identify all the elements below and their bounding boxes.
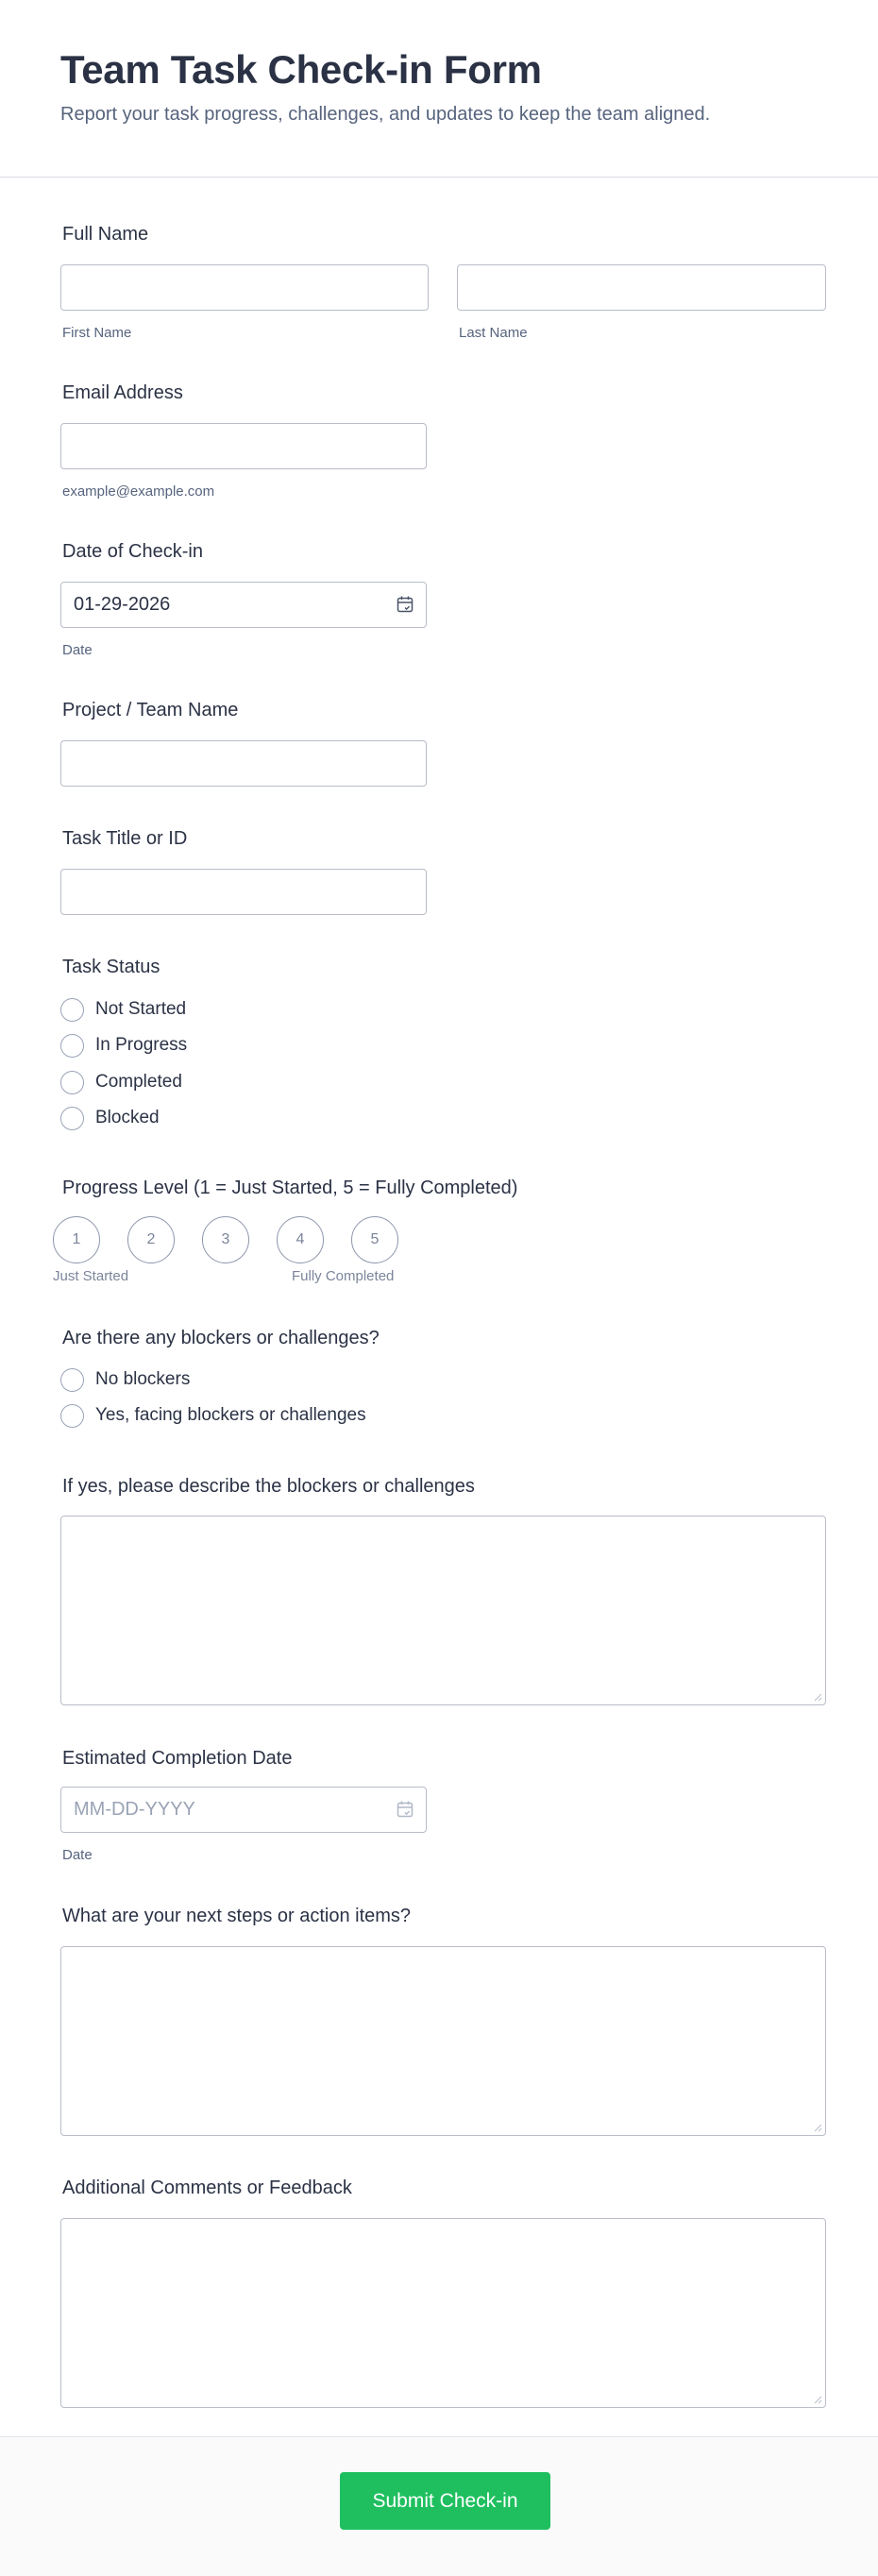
- radio-circle[interactable]: [60, 1071, 84, 1094]
- radio-circle[interactable]: [60, 998, 84, 1022]
- project-input[interactable]: [60, 740, 427, 787]
- completion-date-input[interactable]: [60, 1787, 427, 1833]
- radio-circle[interactable]: [60, 1368, 84, 1392]
- progress-max-caption: Fully Completed: [292, 1268, 395, 1284]
- email-sublabel: example@example.com: [62, 483, 215, 500]
- radio-circle[interactable]: [60, 1404, 84, 1428]
- progress-option-1[interactable]: 1: [53, 1216, 100, 1263]
- first-name-sublabel: First Name: [62, 325, 132, 341]
- progress-option-3[interactable]: 3: [202, 1216, 249, 1263]
- last-name-input[interactable]: [457, 264, 826, 311]
- email-input[interactable]: [60, 423, 427, 469]
- progress-label: Progress Level (1 = Just Started, 5 = Fully Completed): [62, 1178, 518, 1198]
- radio-label: Not Started: [95, 999, 187, 1019]
- submit-button[interactable]: Submit Check-in: [340, 2472, 550, 2530]
- next-steps-textarea[interactable]: [60, 1946, 826, 2136]
- progress-option-5[interactable]: 5: [351, 1216, 398, 1263]
- completion-date-label: Estimated Completion Date: [62, 1748, 293, 1769]
- task-title-input[interactable]: [60, 869, 427, 915]
- radio-label: Completed: [95, 1072, 182, 1092]
- checkin-date-sublabel: Date: [62, 642, 93, 658]
- email-label: Email Address: [62, 382, 183, 403]
- radio-label: Blocked: [95, 1108, 160, 1127]
- resize-grip-icon[interactable]: [813, 2395, 822, 2404]
- radio-label: No blockers: [95, 1369, 191, 1389]
- checkin-date-value: 01-29-2026: [74, 594, 171, 615]
- form-subtitle: Report your task progress, challenges, and updates to keep the team aligned.: [60, 104, 711, 125]
- progress-option-2[interactable]: 2: [127, 1216, 175, 1263]
- first-name-input[interactable]: [60, 264, 429, 311]
- resize-grip-icon[interactable]: [813, 2123, 822, 2132]
- radio-label: In Progress: [95, 1035, 188, 1055]
- completion-date-placeholder: MM-DD-YYYY: [74, 1799, 195, 1820]
- calendar-icon[interactable]: [396, 595, 414, 614]
- radio-circle[interactable]: [60, 1107, 84, 1130]
- last-name-sublabel: Last Name: [459, 325, 528, 341]
- checkin-date-label: Date of Check-in: [62, 541, 203, 562]
- blockers-desc-label: If yes, please describe the blockers or challenges: [62, 1476, 475, 1497]
- comments-textarea[interactable]: [60, 2218, 826, 2408]
- form-title: Team Task Check-in Form: [60, 47, 542, 92]
- project-label: Project / Team Name: [62, 700, 239, 720]
- form-header: [0, 0, 878, 178]
- task-status-label: Task Status: [62, 957, 160, 977]
- radio-circle[interactable]: [60, 1034, 84, 1058]
- calendar-icon[interactable]: [396, 1800, 414, 1819]
- radio-label: Yes, facing blockers or challenges: [95, 1405, 366, 1425]
- checkin-date-input[interactable]: [60, 582, 427, 628]
- blockers-label: Are there any blockers or challenges?: [62, 1328, 380, 1348]
- completion-date-sublabel: Date: [62, 1847, 93, 1863]
- progress-min-caption: Just Started: [53, 1268, 129, 1284]
- blockers-desc-textarea[interactable]: [60, 1516, 826, 1705]
- resize-grip-icon[interactable]: [813, 1692, 822, 1702]
- task-title-label: Task Title or ID: [62, 828, 188, 849]
- comments-label: Additional Comments or Feedback: [62, 2178, 352, 2198]
- next-steps-label: What are your next steps or action items?: [62, 1906, 412, 1926]
- full-name-label: Full Name: [62, 224, 149, 245]
- progress-option-4[interactable]: 4: [277, 1216, 324, 1263]
